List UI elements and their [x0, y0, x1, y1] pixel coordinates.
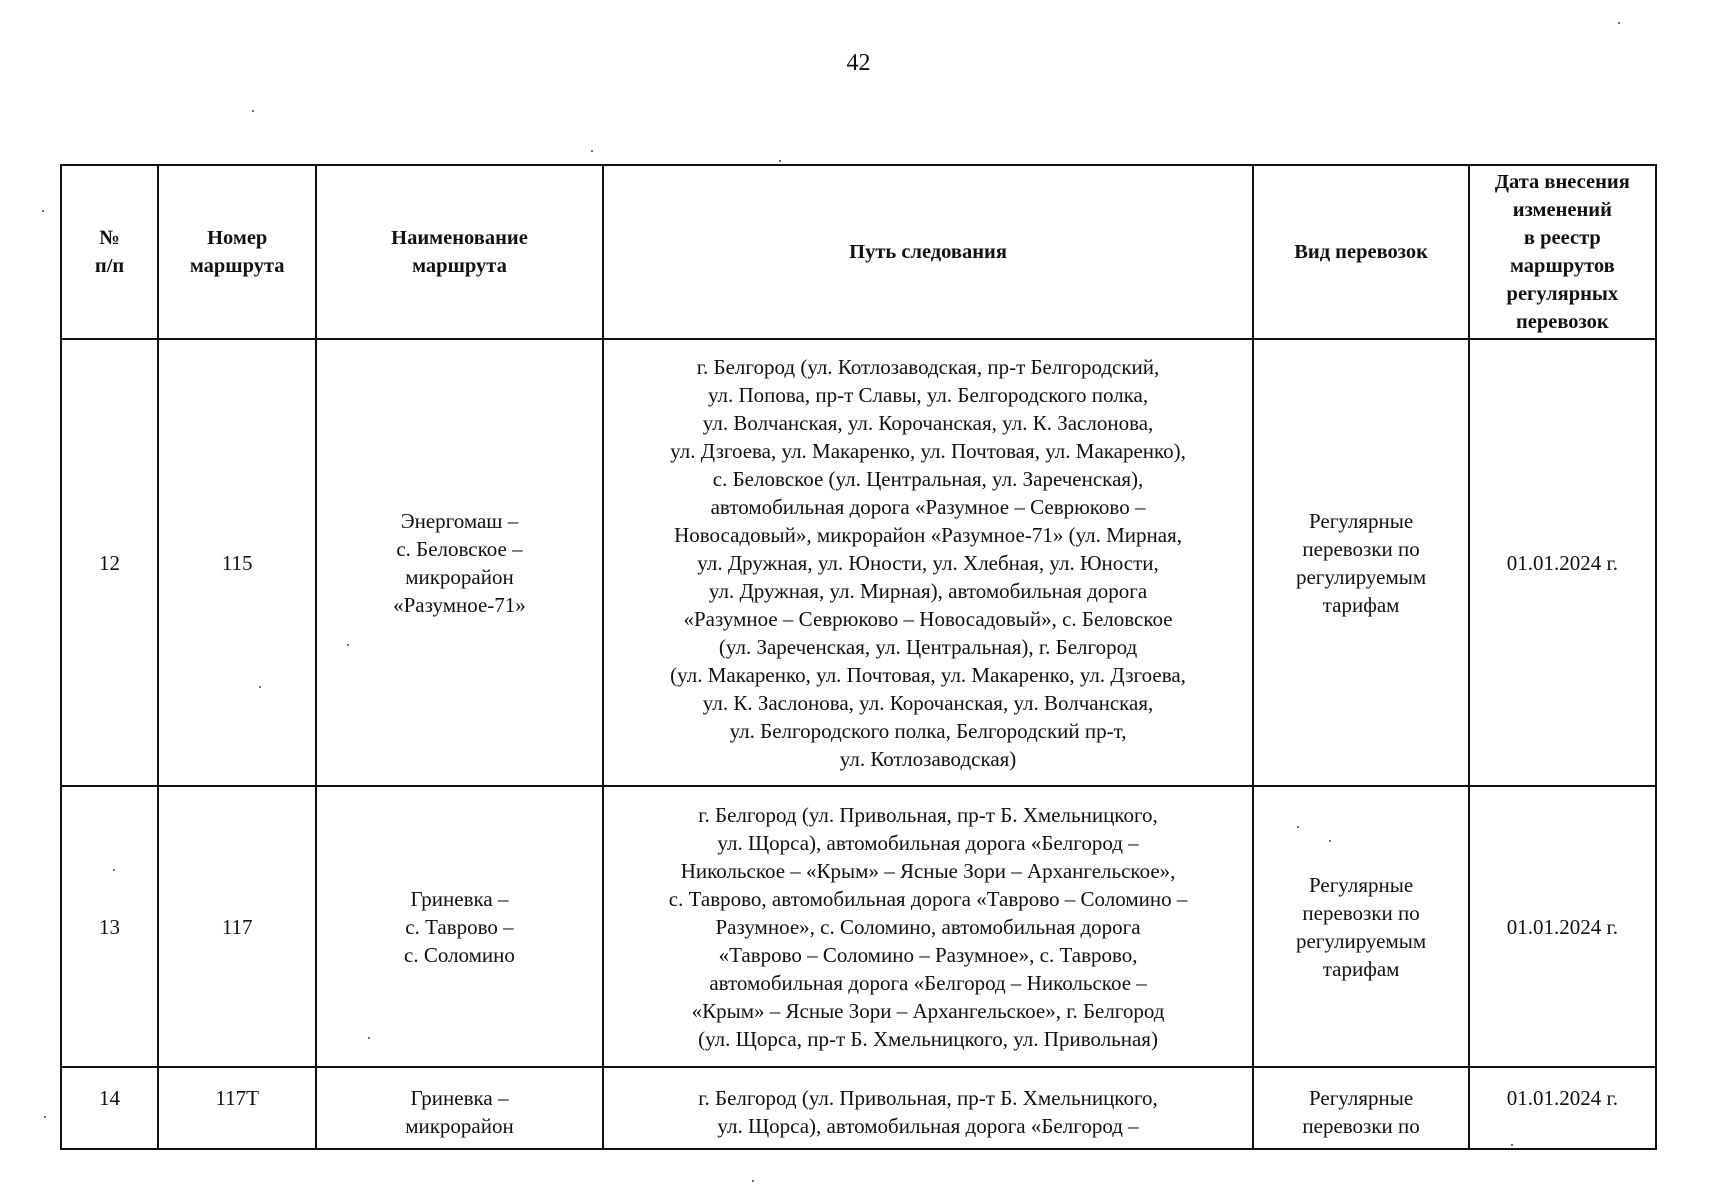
header-line: перевозок [1515, 311, 1609, 333]
cell-route-name [316, 1067, 602, 1149]
header-line: Наименование [391, 227, 528, 249]
num-line: 14 [99, 1086, 121, 1110]
transport-type-line: Регулярные [1308, 508, 1414, 533]
transport-type-line: Регулярные [1308, 1086, 1414, 1110]
route-path-line: Разумное», с. Соломино, автомобильная дорога [715, 914, 1141, 939]
header-line: изменений [1512, 199, 1612, 221]
route-path-line: «Разумное – Севрюково – Новосадовый», с. Беловское [683, 606, 1173, 631]
transport-type-line: тарифам [1322, 592, 1400, 617]
route-path-line: ул. Дружная, ул. Юности, ул. Хлебная, ул. Юности, [697, 550, 1159, 575]
route-path-line: г. Белгород (ул. Привольная, пр-т Б. Хмельницкого, [698, 802, 1158, 827]
header-route-name [316, 165, 602, 339]
cell-route-number: 117 [158, 786, 316, 1067]
route-path-line: ул. Попова, пр-т Славы, ул. Белгородского полка, [707, 382, 1149, 407]
route-name-line: Энергомаш – [400, 508, 519, 533]
header-route-path [603, 165, 1254, 339]
route-name-line: микрорайон [405, 1114, 514, 1138]
route-name-line: «Разумное-71» [393, 592, 526, 617]
route-path-line: (ул. Щорса, пр-т Б. Хмельницкого, ул. Привольная) [698, 1026, 1158, 1051]
header-line: № [99, 227, 120, 249]
transport-type-line: регулируемым [1295, 928, 1427, 953]
cell-route-path [603, 786, 1254, 1067]
route-path-line: автомобильная дорога «Разумное – Севрюково – [710, 494, 1146, 519]
table-header-row [61, 165, 1656, 339]
scan-speck [1329, 840, 1331, 842]
header-line: Путь следования [849, 241, 1007, 263]
scan-speck [752, 1180, 754, 1182]
cell-num: 13 [61, 786, 158, 1067]
header-line: Номер [207, 227, 268, 249]
header-line: регулярных [1506, 283, 1619, 305]
cell-route-path [603, 339, 1254, 786]
cell-transport-type [1253, 1067, 1468, 1149]
scan-speck [1297, 826, 1299, 828]
cell-route-path [603, 1067, 1254, 1149]
table-row [61, 339, 1656, 786]
scan-speck [42, 210, 44, 212]
route-name-line: с. Таврово – [405, 914, 514, 939]
route-path-line: ул. Дружная, ул. Мирная), автомобильная дорога [708, 578, 1148, 603]
header-num [61, 165, 158, 339]
route-path-line: с. Беловское (ул. Центральная, ул. Зареченская), [712, 466, 1144, 491]
scan-speck [259, 686, 261, 688]
header-line: Дата внесения [1494, 171, 1630, 193]
cell-route-name [316, 339, 602, 786]
change-date-line: 01.01.2024 г. [1506, 1086, 1618, 1110]
route-path-line: Никольское – «Крым» – Ясные Зори – Архангельское», [680, 858, 1176, 883]
route-path-line: ул. К. Заслонова, ул. Корочанская, ул. Волчанская, [702, 690, 1154, 715]
header-line: Вид перевозок [1294, 241, 1428, 263]
scan-speck [591, 150, 593, 152]
route-path-line: ул. Котлозаводская) [839, 746, 1017, 771]
cell-change-date: 01.01.2024 г. [1469, 339, 1656, 786]
cell-transport-type [1253, 339, 1468, 786]
route-path-line: автомобильная дорога «Белгород – Никольское – [709, 970, 1147, 995]
cell-num: 12 [61, 339, 158, 786]
table-row [61, 1067, 1656, 1149]
transport-type-line: регулируемым [1295, 564, 1427, 589]
scan-speck [347, 644, 349, 646]
route-number-line: 117Т [215, 1086, 259, 1110]
page-number: 42 [846, 50, 871, 76]
route-path-line: ул. Дзгоева, ул. Макаренко, ул. Почтовая, ул. Макаренко), [670, 438, 1186, 463]
transport-type-line: перевозки по [1302, 536, 1420, 561]
transport-type-line: перевозки по [1302, 1114, 1420, 1138]
route-path-line: ул. Щорса), автомобильная дорога «Белгород – [717, 830, 1139, 855]
transport-type-line: Регулярные [1308, 872, 1414, 897]
scan-speck [113, 869, 115, 871]
header-line: п/п [94, 255, 125, 277]
route-path-line: «Крым» – Ясные Зори – Архангельское», г. Белгород [691, 998, 1165, 1023]
scan-speck [1511, 1144, 1513, 1146]
route-path-line: с. Таврово, автомобильная дорога «Таврово – Соломино – [668, 886, 1188, 911]
transport-type-line: тарифам [1322, 956, 1400, 981]
route-path-line: ул. Щорса), автомобильная дорога «Белгород – [717, 1114, 1139, 1138]
table-row [61, 786, 1656, 1067]
route-name-line: с. Беловское – [396, 536, 523, 561]
header-transport-type [1253, 165, 1468, 339]
scan-speck [368, 1037, 370, 1039]
header-route-number [158, 165, 316, 339]
header-line: маршрута [412, 255, 507, 277]
route-path-line: Новосадовый», микрорайон «Разумное-71» (ул. Мирная, [674, 522, 1183, 547]
header-line: в реестр [1523, 227, 1601, 249]
route-path-line: ул. Белгородского полка, Белгородский пр-т, [729, 718, 1127, 743]
route-path-line: г. Белгород (ул. Привольная, пр-т Б. Хмельницкого, [698, 1086, 1158, 1110]
header-change-date [1469, 165, 1656, 339]
cell-num [61, 1067, 158, 1149]
transport-type-line: перевозки по [1302, 900, 1420, 925]
route-path-line: г. Белгород (ул. Котлозаводская, пр-т Белгородский, [696, 354, 1160, 379]
route-name-line: микрорайон [405, 564, 514, 589]
routes-registry-table [60, 164, 1657, 1150]
route-name-line: Гриневка – [410, 886, 509, 911]
cell-route-number [158, 1067, 316, 1149]
scan-speck [779, 160, 781, 162]
route-path-line: ул. Волчанская, ул. Корочанская, ул. К. Заслонова, [702, 410, 1154, 435]
route-name-line: с. Соломино [404, 942, 515, 967]
route-path-line: «Таврово – Соломино – Разумное», с. Таврово, [718, 942, 1138, 967]
cell-route-name [316, 786, 602, 1067]
scan-speck [252, 110, 254, 112]
scan-speck [44, 1116, 46, 1118]
scan-speck [1618, 22, 1620, 24]
header-line: маршрута [189, 255, 285, 277]
cell-change-date [1469, 1067, 1656, 1149]
cell-route-number: 115 [158, 339, 316, 786]
header-line: маршрутов [1509, 255, 1615, 277]
route-name-line: Гриневка – [410, 1086, 509, 1110]
cell-change-date: 01.01.2024 г. [1469, 786, 1656, 1067]
cell-transport-type [1253, 786, 1468, 1067]
route-path-line: (ул. Макаренко, ул. Почтовая, ул. Макаренко, ул. Дзгоева, [670, 662, 1186, 687]
route-path-line: (ул. Зареченская, ул. Центральная), г. Белгород [718, 634, 1138, 659]
